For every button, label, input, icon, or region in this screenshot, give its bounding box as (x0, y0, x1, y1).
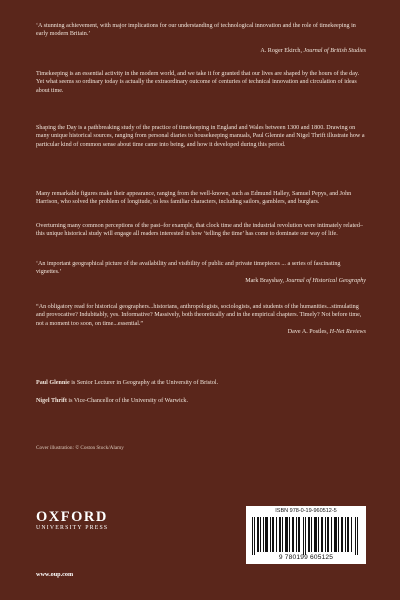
review-quote-2-text: ‘An important geographical picture of the availability and visibility of public and private timepieces ... a series of fascinating vignettes.’ (36, 261, 341, 276)
barcode-icon (252, 517, 360, 555)
review-quote-1-author: A. Roger Ekirch, (260, 48, 302, 54)
review-quote-1-source: Journal of British Studies (303, 48, 366, 54)
author-2-bio: is Vice-Chancellor of the University of Warwick. (66, 398, 188, 404)
description-paragraph-2 (36, 124, 366, 149)
review-quote-3-author: Dave A. Postles, (287, 328, 329, 335)
barcode-panel (246, 506, 366, 564)
publisher-name: OXFORD (36, 509, 108, 525)
review-quote-3-attribution (36, 328, 366, 336)
description-paragraph-2-text: Shaping the Day is a pathbreaking study of the practice of timekeeping in England and Wales between 1300 and 1800. Drawing on many unique historical sources, ranging from personal diaries to housekeeping manuals, Paul Glennie and Nigel Thrift illustrate how a particular kind of common sense about time came into being, and how it developed during this period. (36, 125, 365, 148)
review-quote-1-attribution (36, 47, 366, 55)
author-1-name: Paul Glennie (36, 380, 70, 386)
publisher-subtitle: UNIVERSITY PRESS (36, 525, 109, 531)
author-bio-2 (36, 397, 366, 405)
description-paragraph-1-text: Timekeeping is an essential activity in the modern world, and we take it for granted that our lives are shaped by the hours of the day. Yet what seems so ordinary today is actually the extraordinary outcome of centuries of technical innovation and circulation of ideas about time. (36, 71, 360, 94)
publisher-logo (36, 510, 136, 531)
publisher-url: www.oup.com (36, 571, 74, 578)
author-bio-1 (36, 379, 366, 387)
review-quote-2-source: Journal of Historical Geography (285, 277, 366, 284)
author-2-name: Nigel Thrift (36, 398, 67, 404)
review-quote-3-text: “An obligatory read for historical geographers...historians, anthropologists, sociologists, and students of the humanities...stimulating and provocative? Indubitably, yes. Informative? Massively, both theoretically and in the empirical chapters. Timely? Not before time, not a moment too soon, on time...essential.” (36, 304, 362, 327)
author-1-bio: is Senior Lecturer in Geography at the University of Bristol. (69, 380, 219, 386)
description-paragraph-3 (36, 190, 366, 207)
review-quote-3 (36, 303, 366, 336)
description-paragraph-1 (36, 70, 366, 95)
description-paragraph-4 (36, 222, 366, 239)
review-quote-1-text: ‘A stunning achievement, with major implications for our understanding of technological innovation and the role of timekeeping in early modern Britain.’ (36, 23, 356, 38)
barcode-number: 9 780199 605125 (278, 554, 334, 561)
cover-credit: Cover illustration: © Coston Stock/Alamy (36, 445, 124, 451)
description-paragraph-4-text: Overturning many common perceptions of the past–for example, that clock time and the industrial revolution were intimately related–this unique historical study will engage all readers interested in how ‘telling the time’ has come to dominate our way of life. (36, 223, 363, 238)
review-quote-1 (36, 22, 366, 39)
review-quote-2 (36, 260, 366, 285)
review-quote-3-source: H-Net Reviews (329, 328, 366, 335)
review-quote-2-attribution (36, 277, 366, 285)
description-paragraph-3-text: Many remarkable figures make their appearance, ranging from the well-known, such as Edmund Halley, Samuel Pepys, and John Harrison, who solved the problem of longitude, to less familiar characters, including sailors, gamblers, and burglars. (36, 191, 352, 206)
review-quote-2-author: Mark Brayshay, (245, 277, 285, 284)
isbn-label: ISBN 978-0-19-960512-5 (275, 508, 337, 514)
